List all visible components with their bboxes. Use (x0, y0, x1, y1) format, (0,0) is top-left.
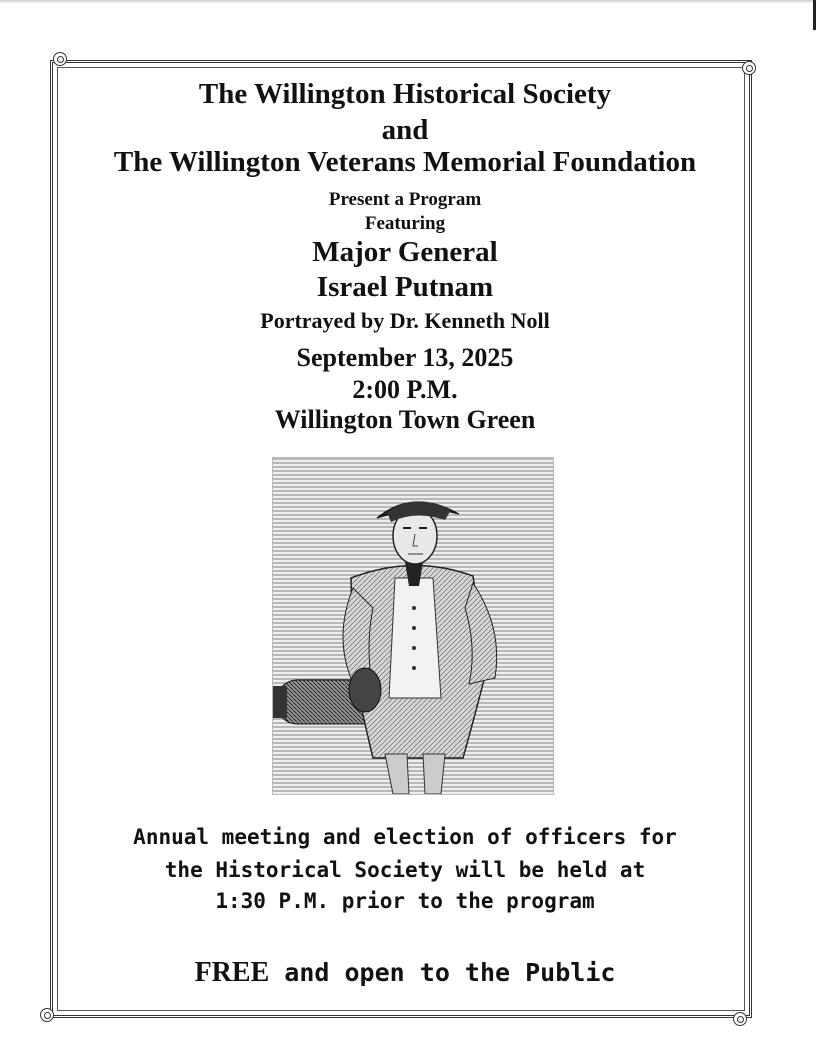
notice-line-1: Annual meeting and election of officers for (133, 825, 677, 849)
open-to-public-text: and open to the Public (269, 958, 616, 987)
featuring-line: Featuring (364, 213, 446, 234)
corner-ornament-icon (733, 1012, 747, 1026)
corner-ornament-icon (40, 1008, 54, 1022)
organizer-connector: and (381, 114, 429, 146)
subject-name: Israel Putnam (316, 271, 494, 303)
organizer-historical-society: The Willington Historical Society (198, 78, 612, 110)
portrayer-line: Portrayed by Dr. Kenneth Noll (260, 308, 550, 333)
scan-edge-top (0, 0, 816, 4)
corner-ornament-icon (53, 52, 67, 66)
subject-rank: Major General (312, 236, 498, 268)
event-date: September 13, 2025 (296, 343, 514, 372)
present-line: Present a Program (328, 189, 482, 210)
organizer-veterans-foundation: The Willington Veterans Memorial Foundation (113, 146, 697, 178)
event-location: Willington Town Green (274, 405, 536, 434)
putnam-portrait-image (272, 457, 554, 795)
corner-ornament-icon (742, 61, 756, 75)
notice-line-2: the Historical Society will be held at (164, 858, 646, 882)
free-word: FREE (194, 957, 270, 988)
engraved-portrait-icon (273, 458, 553, 794)
event-time: 2:00 P.M. (352, 375, 458, 404)
free-admission-line (60, 957, 750, 989)
notice-line-3: 1:30 P.M. prior to the program (215, 889, 595, 913)
